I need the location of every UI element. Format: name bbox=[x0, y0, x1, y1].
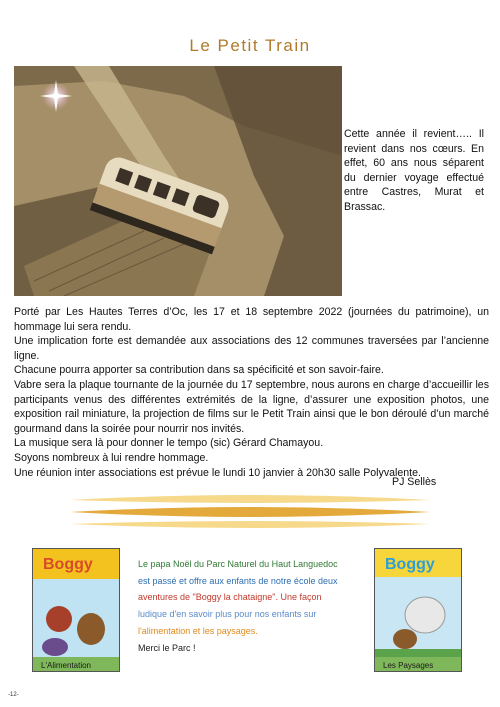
decorative-divider bbox=[70, 492, 430, 532]
book-subtitle: Les Paysages bbox=[383, 661, 434, 670]
book-brand: Boggy bbox=[43, 556, 93, 573]
paragraph: Porté par Les Hautes Terres d’Oc, les 17 et 18 septembre 2022 (journées du patrimoine), un hommage lui sera rendu. bbox=[14, 306, 489, 333]
gift-line: ludique d'en savoir plus pour nos enfants sur bbox=[138, 609, 317, 620]
paragraph: Une réunion inter associations est prévue le lundi 10 janvier à 20h30 salle Polyvalente. bbox=[14, 466, 421, 479]
train-photo-illustration bbox=[14, 66, 342, 296]
boggy-book-paysages bbox=[374, 548, 462, 672]
page-title: Le Petit Train bbox=[189, 36, 311, 55]
gift-line: est passé et offre aux enfants de notre école deux bbox=[138, 575, 338, 586]
book-cover-illustration bbox=[33, 549, 120, 672]
page-number: -12- bbox=[8, 692, 19, 698]
gift-line: Merci le Parc ! bbox=[138, 642, 196, 653]
intro-text: Cette année il revient….. Il revient dans nos cœurs. En effet, 60 ans nous séparent du dernier voyage effectué entre Castres, Murat et Brassac. bbox=[344, 128, 484, 213]
paragraph: Une implication forte est demandée aux associations des 12 communes traversées par l’ancienne ligne. bbox=[14, 335, 489, 362]
paragraph: Soyons nombreux à lui rendre hommage. bbox=[14, 451, 209, 464]
paragraph: Vabre sera la plaque tournante de la journée du 17 septembre, nous aurons en charge d’accueillir les participants venus des différentes extrémités de la ligne, d’assurer une exposition photos, une exposition rail miniature, la projection de films sur le Petit Train ainsi que le bon déroulé d’un marché gourmand dans la soirée pour nourrir nos invités. bbox=[14, 378, 489, 435]
paragraph: Chacune pourra apporter sa contribution dans sa spécificité et son savoir-faire. bbox=[14, 364, 384, 377]
gift-line: Le papa Noël du Parc Naturel du Haut Languedoc bbox=[138, 559, 338, 569]
boggy-book-alimentation bbox=[32, 548, 120, 672]
book-subtitle: L'Alimentation bbox=[41, 661, 91, 670]
signature: PJ Sellès bbox=[392, 476, 437, 488]
gift-line: l'alimentation et les paysages. bbox=[138, 625, 258, 636]
paragraph: La musique sera là pour donner le tempo (sic) Gérard Chamayou. bbox=[14, 437, 324, 450]
gift-notice bbox=[138, 556, 370, 656]
train-photo bbox=[14, 66, 342, 296]
book-brand: Boggy bbox=[385, 556, 435, 573]
article-body bbox=[14, 305, 489, 480]
gift-line: aventures de "Boggy la chataigne". Une façon bbox=[138, 592, 322, 603]
book-cover-illustration bbox=[375, 549, 462, 672]
